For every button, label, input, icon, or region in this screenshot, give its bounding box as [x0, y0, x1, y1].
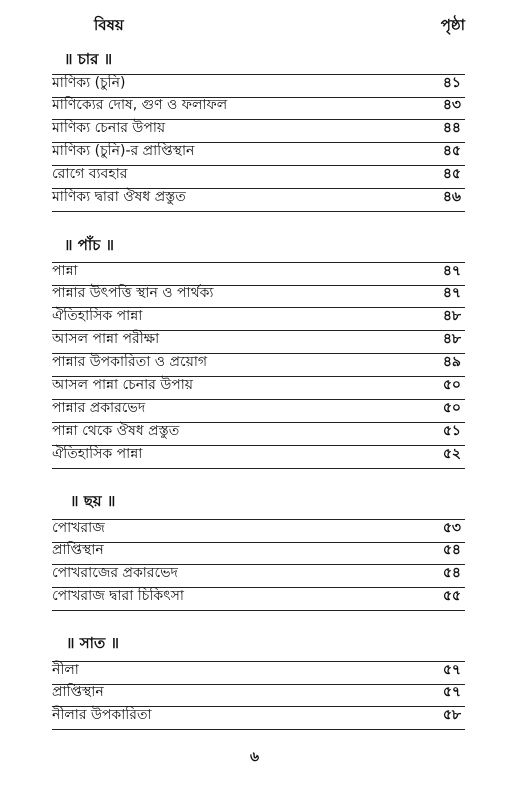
toc-entry-page: ৪৪ — [442, 120, 461, 136]
toc-entry-page: ৪৮ — [442, 308, 461, 324]
toc-entry-page: ৪৭ — [442, 263, 461, 279]
toc-entry-title: নীলা — [52, 662, 79, 678]
toc-entry-title: পোখরাজ — [52, 520, 105, 536]
subject-column-header: বিষয় — [94, 16, 124, 34]
toc-entry-title: পান্না — [52, 263, 78, 279]
toc-entry-page: ৪৫ — [442, 166, 461, 182]
toc-entry-page: ৪৫ — [442, 143, 461, 159]
toc-entry-title: পোখরাজের প্রকারভেদ — [52, 565, 178, 581]
toc-entry-page: ৪৯ — [442, 354, 461, 370]
section-title-saat: ॥ সাত ॥ — [66, 634, 119, 652]
toc-entry-title: পান্না থেকে ঔষধ প্রস্তুত — [52, 423, 180, 439]
toc-entry-page: ৪৩ — [442, 97, 461, 113]
toc-entry-page: ৪৭ — [442, 285, 461, 301]
section-title-char: ॥ চার ॥ — [64, 50, 113, 68]
toc-entry-title: ঐতিহাসিক পান্না — [52, 446, 143, 462]
toc-entry-page: ৫৪ — [442, 565, 461, 581]
toc-entry-title: প্রাপ্তিস্থান — [52, 684, 104, 700]
toc-entry-page: ৫৮ — [442, 707, 461, 723]
toc-row — [52, 588, 465, 611]
toc-entry-page: ৫২ — [442, 446, 461, 462]
toc-entry-page: ৫০ — [442, 400, 461, 416]
section-title-panch: ॥ পাঁচ ॥ — [64, 236, 115, 254]
toc-entry-page: ৫৫ — [442, 588, 461, 604]
page-column-header: পৃষ্ঠা — [440, 16, 465, 34]
toc-row — [52, 446, 465, 469]
toc-entry-page: ৪১ — [442, 75, 461, 91]
toc-entry-title: পান্নার উৎপত্তি স্থান ও পার্থক্য — [52, 285, 214, 301]
toc-row — [52, 189, 465, 212]
toc-row — [52, 707, 465, 730]
toc-row — [52, 661, 465, 685]
toc-entry-title: মাণিক্য (চুনি)-র প্রাপ্তিস্থান — [52, 143, 195, 159]
toc-entry-title: ঐতিহাসিক পান্না — [52, 308, 143, 324]
toc-entry-title: পোখরাজ দ্বারা চিকিৎসা — [52, 588, 184, 604]
page-number: ৬ — [250, 749, 260, 765]
toc-entry-title: আসল পান্না পরীক্ষা — [52, 331, 160, 347]
toc-entry-title: নীলার উপকারিতা — [52, 707, 152, 723]
toc-entry-page: ৫৩ — [442, 520, 461, 536]
toc-entry-title: মাণিক্য দ্বারা ঔষধ প্রস্তুত — [52, 189, 186, 205]
toc-entry-page: ৫৭ — [442, 684, 461, 700]
toc-entry-title: মাণিক্য (চুনি) — [52, 75, 126, 91]
toc-entry-page: ৫৭ — [442, 662, 461, 678]
toc-entry-page: ৪৬ — [442, 189, 461, 205]
toc-entry-title: রোগে ব্যবহার — [52, 166, 128, 182]
toc-entry-title: মাণিক্য চেনার উপায় — [52, 120, 166, 136]
toc-entry-title: পান্নার প্রকারভেদ — [52, 400, 146, 416]
toc-entry-page: ৫৪ — [442, 542, 461, 558]
toc-entry-title: মাণিক্যের দোষ, গুণ ও ফলাফল — [52, 97, 228, 113]
section-title-chhoy: ॥ ছয় ॥ — [70, 492, 116, 510]
toc-row — [52, 519, 465, 543]
toc-entry-title: পান্নার উপকারিতা ও প্রয়োগ — [52, 354, 208, 370]
toc-entry-page: ৪৮ — [442, 331, 461, 347]
toc-entry-page: ৫০ — [442, 377, 461, 393]
toc-entry-title: আসল পান্না চেনার উপায় — [52, 377, 194, 393]
toc-entry-page: ৫১ — [442, 423, 461, 439]
toc-entry-title: প্রাপ্তিস্থান — [52, 542, 104, 558]
